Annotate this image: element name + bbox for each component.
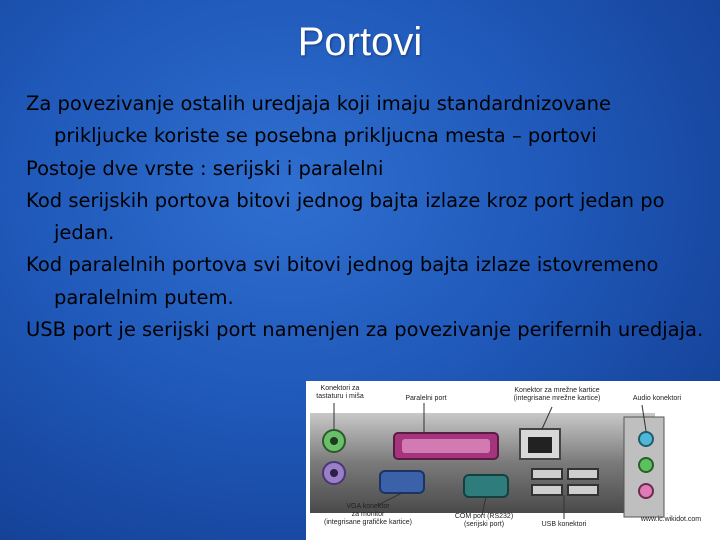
- label-keyboard-mouse: Konektori za tastaturu i miša: [316, 385, 364, 400]
- slide-title-text: Portovi: [297, 20, 423, 64]
- label-audio-connectors: Audio konektori: [632, 395, 682, 402]
- label-network-connector: Konektor za mrežne kartice (integrisane mrežne kartice): [513, 387, 601, 402]
- bullet-paragraph: USB port je serijski port namenjen za povezivanje perifernih uredjaja.: [26, 318, 704, 342]
- slide-body: [26, 88, 706, 346]
- motherboard-ports-figure: [306, 381, 720, 540]
- bullet-paragraph: Za povezivanje ostalih uredjaja koji imaju standardnizovane prikljucke koriste se posebna prikljucna mesta – portovi: [26, 92, 611, 148]
- bullet-paragraph: Kod paralelnih portova svi bitovi jednog bajta izlaze istovremeno paralelnim putem.: [26, 253, 659, 309]
- label-vga-connector: VGA konektor za monitor (integrisane grafičke kartice): [324, 503, 412, 526]
- label-parallel-port: Paralelni port: [405, 395, 447, 402]
- label-com-port: COM port (RS232) (serijski port): [454, 513, 514, 528]
- bullet-paragraph: Postoje dve vrste : serijski i paralelni: [26, 156, 384, 180]
- label-usb-connectors: USB konektori: [541, 521, 587, 528]
- slide-title: [0, 20, 720, 65]
- bullet-paragraph: Kod serijskih portova bitovi jednog bajta izlaze kroz port jedan po jedan.: [26, 188, 665, 245]
- image-watermark: www.ic.wikidot.com: [640, 516, 702, 523]
